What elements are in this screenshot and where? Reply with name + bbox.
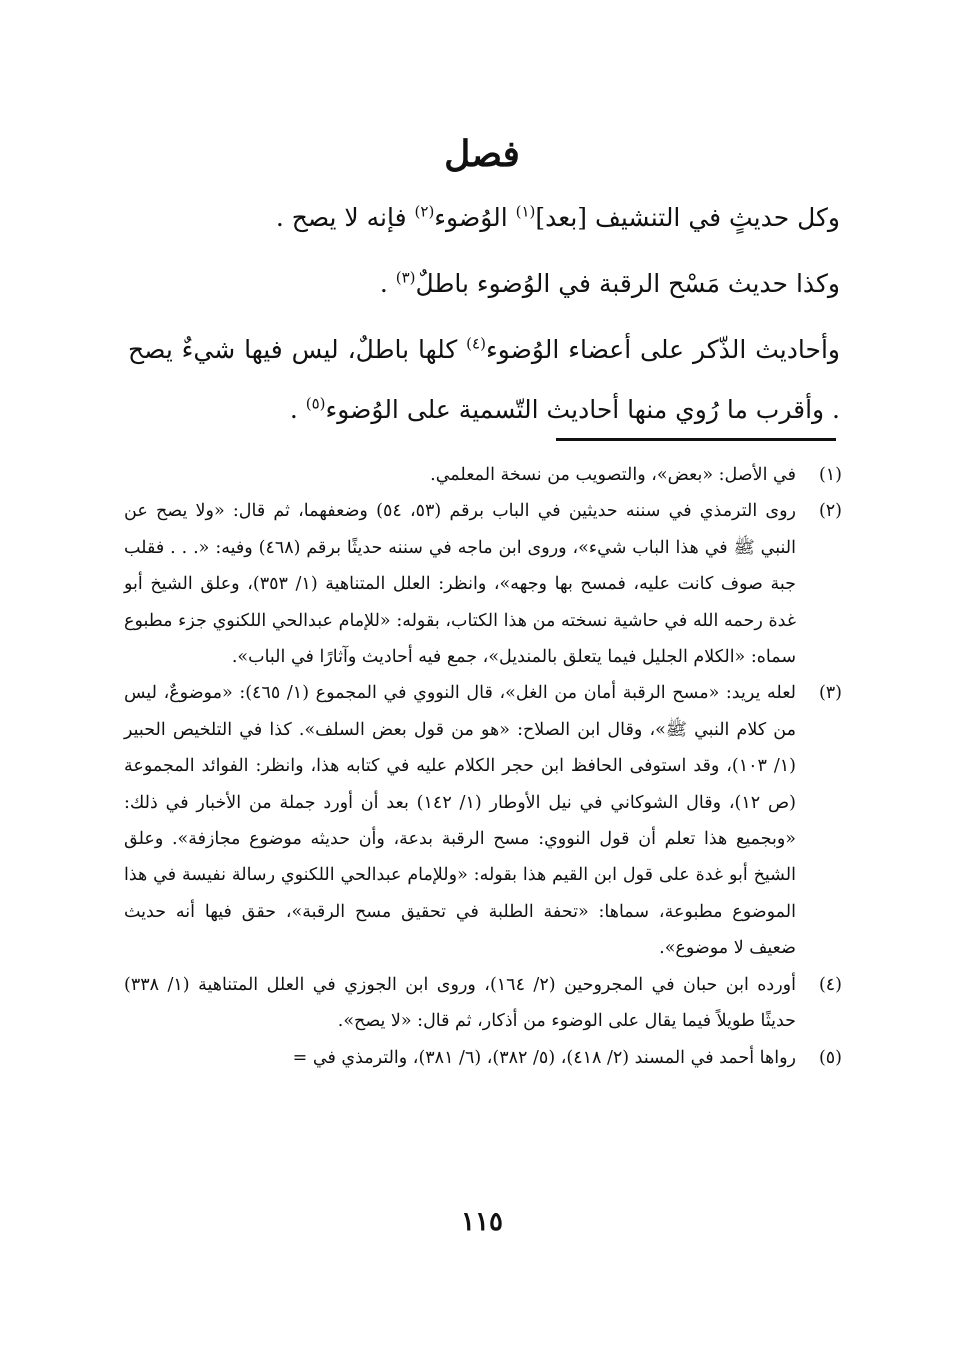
footnote-ref-4[interactable]: (٤) [466,334,486,353]
footnote-2 [124,493,842,675]
footnote-ref-2[interactable]: (٢) [414,202,435,221]
footnote-text: لعله يريد: «مسح الرقبة أمان من الغل»، قال النووي في المجموع (١/ ٤٦٥): «موضوعٌ، ليس من كلام النبي ﷺ»، وقال ابن الصلاح: «هو من قول بعض السلف». كذا في التلخيص الحبير (١/ ١٠٣)، وقد استوفى الحافظ ابن حجر الكلام عليه في كتابه هذا، وانظر: الفوائد المجموعة (ص ١٢)، وقال الشوكاني في نيل الأوطار (١/ ١٤٢) بعد أن أورد جملة من الأخبار في ذلك: «وبجميع هذا تعلم أن قول النووي: مسح الرقبة بدعة، وأن حديثه موضوع مجازفة». وعلق الشيخ أبو غدة على قول ابن القيم هذا بقوله: «وللإمام عبدالحي اللكنوي رسالة نفيسة في هذا الموضوع مطبوعة، سماها: «تحفة الطلبة في تحقيق مسح الرقبة»، حقق فيها أنه حديث ضعيف لا موضوع». [124,683,796,959]
paragraph-2: وكذا حديث مَسْح الرقبة في الوُضوء باطلٌ$^{(٣)}$ . [379,268,840,298]
footnotes [124,457,842,1076]
main-text [128,188,840,440]
footnote-ref-5[interactable]: (٥) [305,394,326,413]
footnote-text: روى الترمذي في سننه حديثين في الباب برقم (٥٣، ٥٤) وضعفهما، ثم قال: «ولا يصح عن النبي ﷺ في هذا الباب شيء»، وروى ابن ماجه في سننه حديثًا برقم (٤٦٨) وفيه: «. . . فقلب جبة صوف كانت عليه، فمسح بها وجهه»، وانظر: العلل المتناهية (١/ ٣٥٣)، وعلق الشيخ أبو غدة رحمه الله في حاشية نسخته من هذا الكتاب، بقوله: «للإمام عبدالحي اللكنوي جزء مطبوع سماه: «الكلام الجليل فيما يتعلق بالمنديل»، جمع فيه أحاديث وآثارًا في الباب». [124,501,797,668]
footnote-number: (١) [818,465,842,485]
footnote-number: (٣) [818,683,842,704]
footnote-ref-1[interactable]: (١) [515,202,536,221]
footnote-number: (٥) [818,1047,842,1068]
footnote-3 [124,675,842,966]
page-number: ١١٥ [461,1207,503,1237]
footnote-text: في الأصل: «بعض»، والتصويب من نسخة المعلمي. [430,465,796,485]
footnote-ref-3[interactable]: (٣) [395,268,416,287]
section-heading: فصل [444,133,520,175]
footnote-5 [124,1040,842,1076]
paragraph-1: وكل حديثٍ في التنشيف [بعد]$^{(١)}$ الوُضوء$^{(٢)}$ فإنه لا يصح . [275,202,840,232]
footnote-text: رواها أحمد في المسند (٢/ ٤١٨)، (٥/ ٣٨٢)، (٦/ ٣٨١)، والترمذي في = [292,1047,796,1068]
footnote-1 [124,457,842,493]
footnote-4 [124,967,842,1040]
footnote-number: (٤) [818,974,842,995]
footnote-text: أورده ابن حبان في المجروحين (٢/ ١٦٤)، وروى ابن الجوزي في العلل المتناهية (١/ ٣٣٨) حديثًا طويلاً فيما يقال على الوضوء من أذكار، ثم قال: «لا يصح». [124,974,796,1032]
footnote-number: (٢) [818,501,842,522]
footnote-separator [556,438,836,441]
paragraph-3: وأحاديث الذّكر على أعضاء الوُضوء$^{(٤)}$ كلها باطلٌ، ليس فيها شيءٌ يصح . وأقرب ما رُوي منها أحاديث التّسمية على الوُضوء$^{(٥)}$ . [128,334,840,424]
